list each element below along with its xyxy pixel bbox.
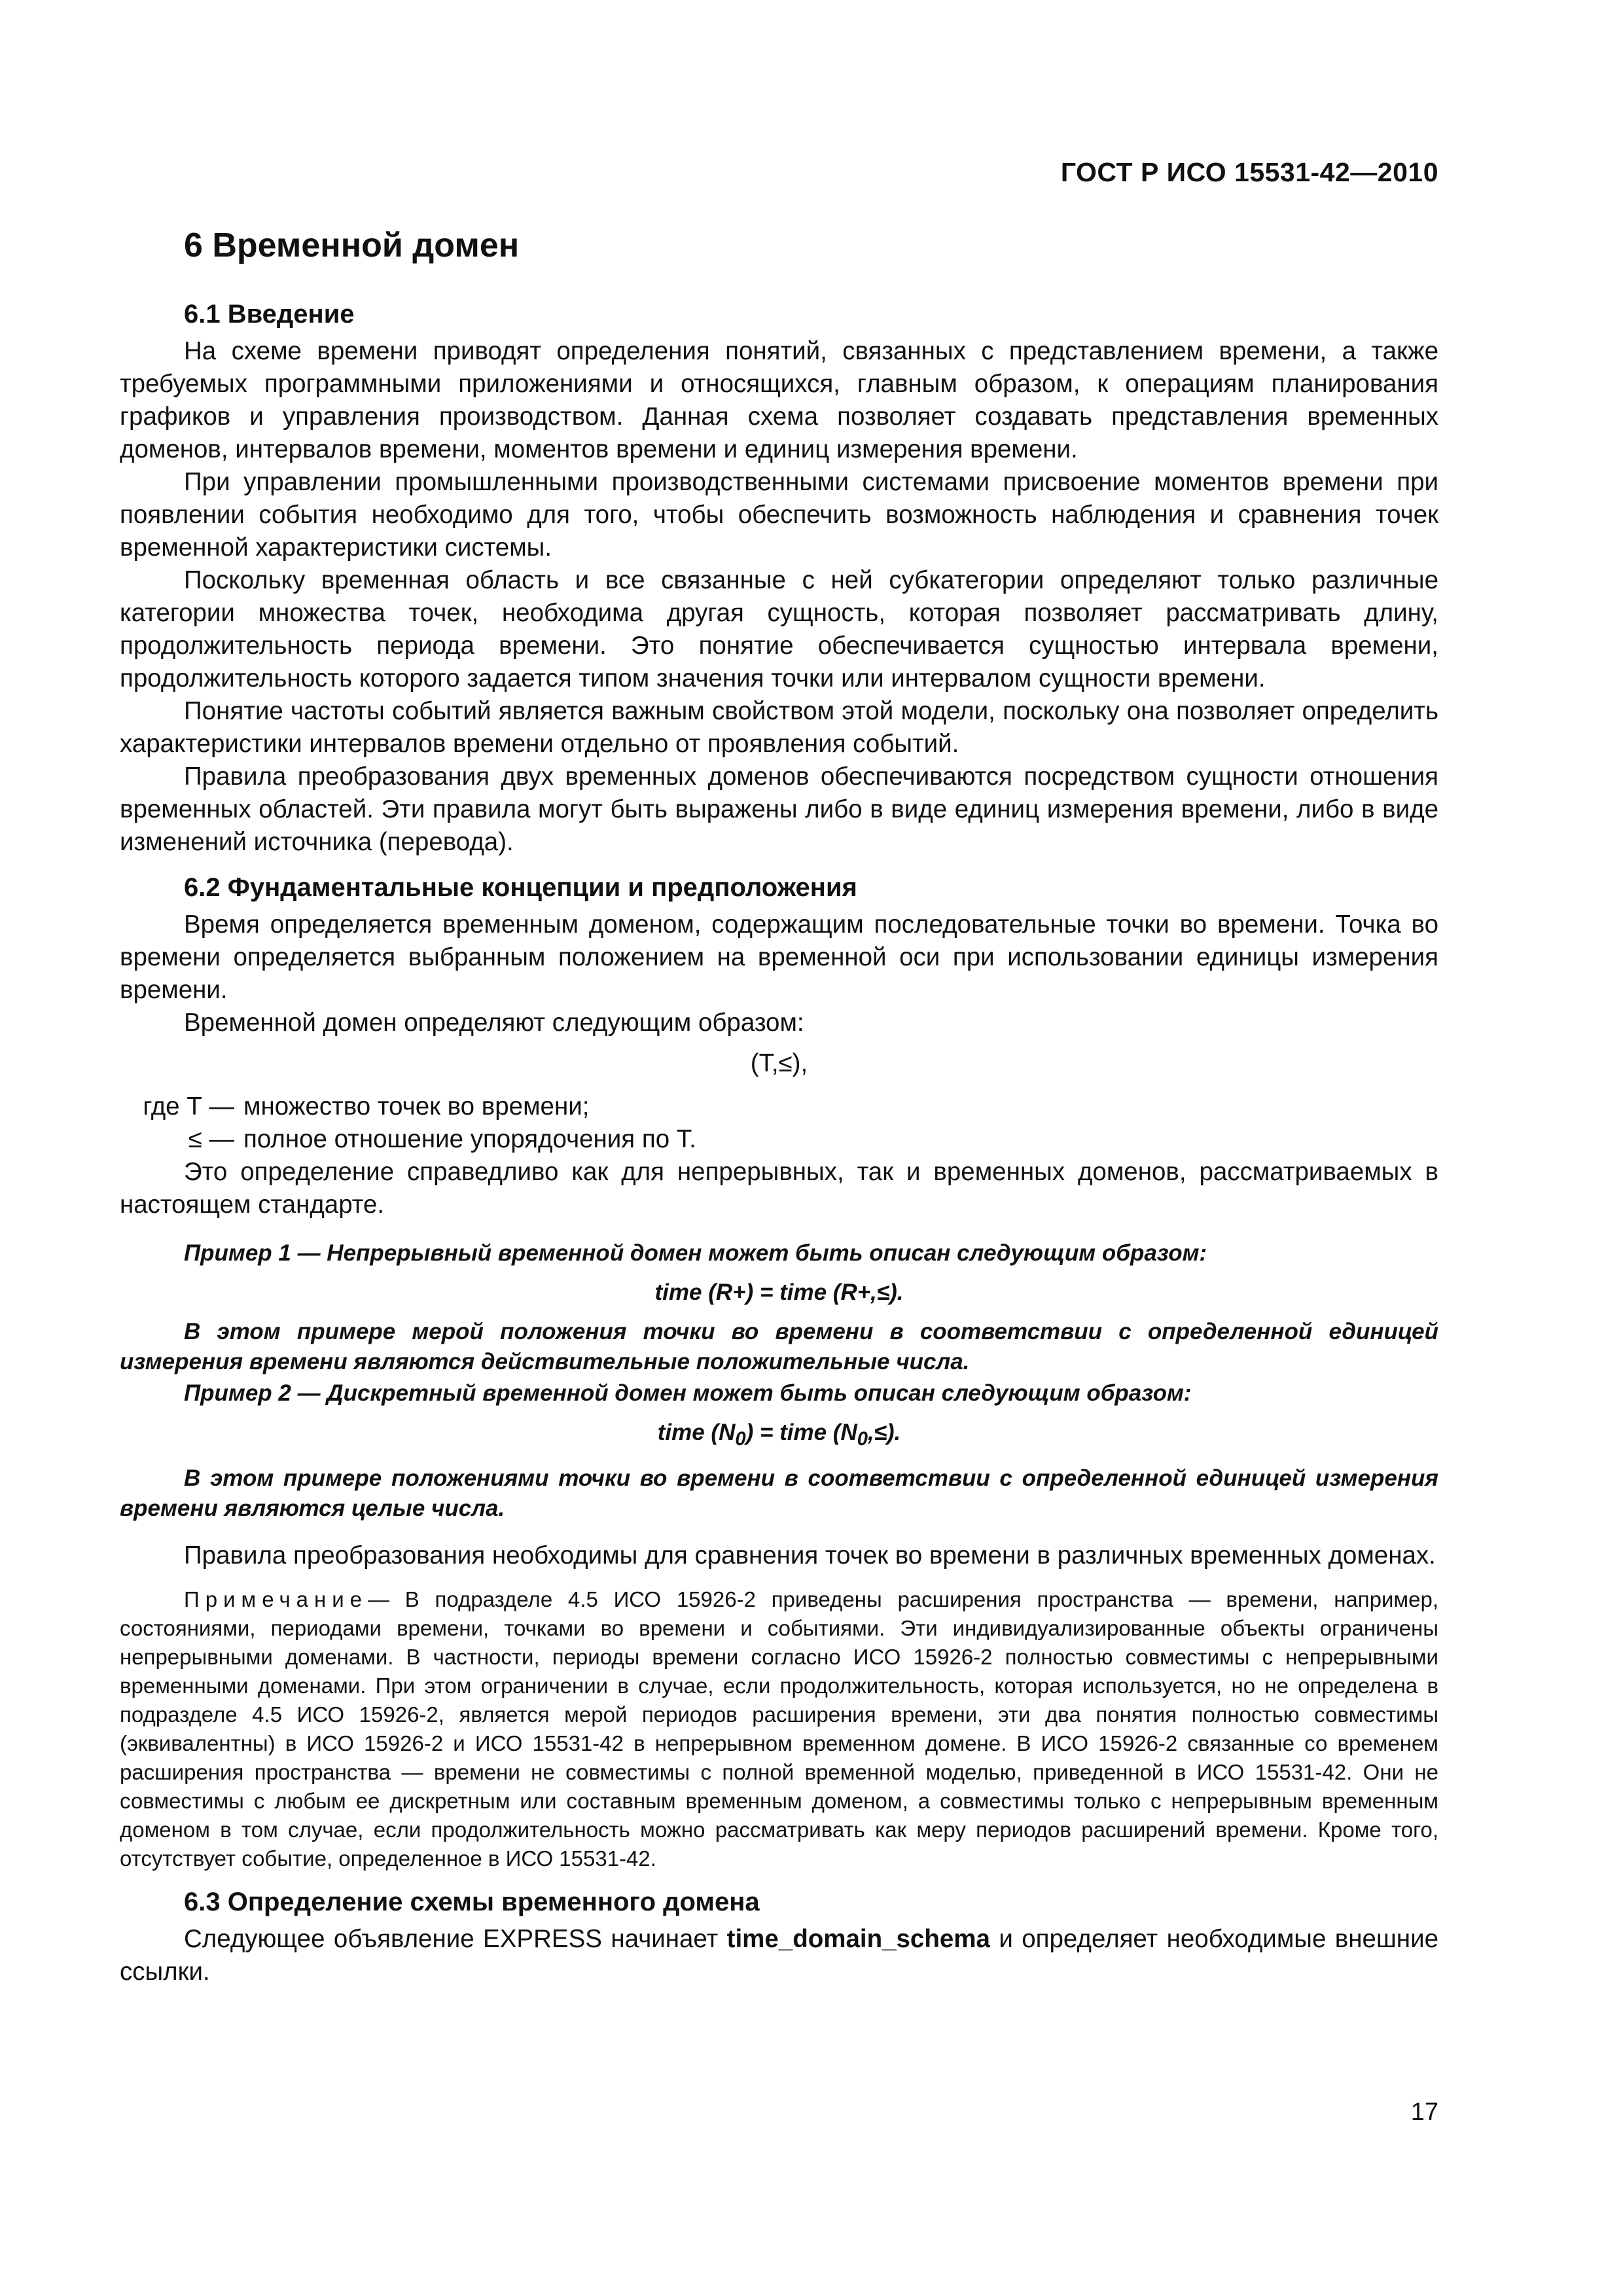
note [120,1585,1438,1873]
paragraph: Это определение справедливо как для непрерывных, так и временных доменов, рассматриваемых в настоящем стандарте. [120,1158,1438,1219]
example-1-formula: time (R+) = time (R+,≤). [654,1280,904,1305]
section-title: 6 Временной домен [184,226,520,264]
paragraph: Временной домен определяют следующим образом: [184,1009,804,1037]
definition-row [120,1123,1438,1156]
paragraph: Следующее объявление EXPRESS начинает time_domain_schema и определяет необходимые внешние ссылки. [120,1925,1438,1986]
paragraph: Время определяется временным доменом, содержащим последовательные точки во времени. Точка во времени определяется выбранным положением на временной оси при использовании единицы измерения времени. [120,910,1438,1004]
paragraph: Понятие частоты событий является важным свойством этой модели, поскольку она позволяет определить характеристики интервалов времени отдельно от проявления событий. [120,697,1438,758]
note-label: Примечание [184,1587,368,1611]
definition-row [120,1090,1438,1123]
paragraph: Правила преобразования необходимы для сравнения точек во времени в различных временных доменах. [184,1541,1436,1570]
paragraph: При управлении промышленными производственными системами присвоение моментов времени при появлении события необходимо для того, чтобы обеспечить возможность наблюдения и сравнения точек временной характеристики системы. [120,468,1438,562]
subsection-6-3-title: 6.3 Определение схемы временного домена [184,1888,760,1916]
paragraph: На схеме времени приводят определения понятий, связанных с представлением времени, а также требуемых программными приложениями и относящихся, главным образом, к операциям планирования графиков и управления производством. Данная схема позволяет создавать представления временных доменов, интервалов времени, моментов времени и единиц измерения времени. [120,337,1438,463]
page-content [120,224,1438,1988]
example-2-heading: Пример 2 — Дискретный временной домен может быть описан следующим образом: [184,1380,1192,1406]
definition-text: множество точек во времени; [243,1092,590,1121]
schema-name: time_domain_schema [726,1925,990,1953]
document-header: ГОСТ Р ИСО 15531-42—2010 [1060,157,1438,187]
subsection-6-1-title: 6.1 Введение [184,300,355,329]
definition-symbol: ≤ — [188,1125,234,1153]
paragraph: Правила преобразования двух временных доменов обеспечиваются посредством сущности отношения временных областей. Эти правила могут быть выражены либо в виде единиц измерения времени, либо в виде изменений источника (перевода). [120,762,1438,856]
definition-text: полное отношение упорядочения по Т. [243,1125,696,1153]
example-2-formula: time $(N_0)$ = time $(N_0,\le)$. [657,1420,901,1450]
page-number: 17 [1410,2098,1438,2126]
paragraph: Поскольку временная область и все связанные с ней субкатегории определяют только различные категории множества точек, необходима другая сущность, которая позволяет рассматривать длину, продолжительность периода времени. Это понятие обеспечивается сущностью интервала времени, продолжительность которого задается типом значения точки или интервалом сущности времени. [120,566,1438,692]
example-1-heading: Пример 1 — Непрерывный временной домен может быть описан следующим образом: [184,1240,1207,1266]
formula: (T,≤), [750,1049,808,1077]
example-2-text: В этом примере положениями точки во времени в соответствии с определенной единицей измерения времени являются целые числа. [120,1465,1438,1521]
example-1-text: В этом примере мерой положения точки во времени в соответствии с определенной единицей измерения времени являются действительные положительные числа. [120,1319,1438,1374]
note-text: — В подразделе 4.5 ИСО 15926-2 приведены расширения пространства — времени, например, состояниями, периодами времени, точками во времени и событиями. Эти индивидуализированные объекты ограничены непрерывными доменами. В частности, периоды времени согласно ИСО 15926-2 полностью совместимы с непрерывными временными доменами. При этом ограничении в случае, если продолжительность, которая используется, но не определена в подразделе 4.5 ИСО 15926-2, является мерой периодов расширения времени, эти два понятия полностью совместимы (эквивалентны) в ИСО 15926-2 и ИСО 15531-42 в непрерывном временном домене. В ИСО 15926-2 связанные со временем расширения пространства — времени не совместимы с полной временной моделью, приведенной в ИСО 15531-42. Они не совместимы с любым ее дискретным или составным временным доменом, а совместимы только с непрерывным временным доменом в том случае, если продолжительность можно рассматривать как меру периодов расширений времени. Кроме того, отсутствует событие, определенное в ИСО 15531-42. [120,1587,1438,1871]
subsection-6-2-title: 6.2 Фундаментальные концепции и предположения [184,873,857,902]
definition-symbol: где Т — [143,1092,234,1121]
definitions-list [120,1090,1438,1156]
